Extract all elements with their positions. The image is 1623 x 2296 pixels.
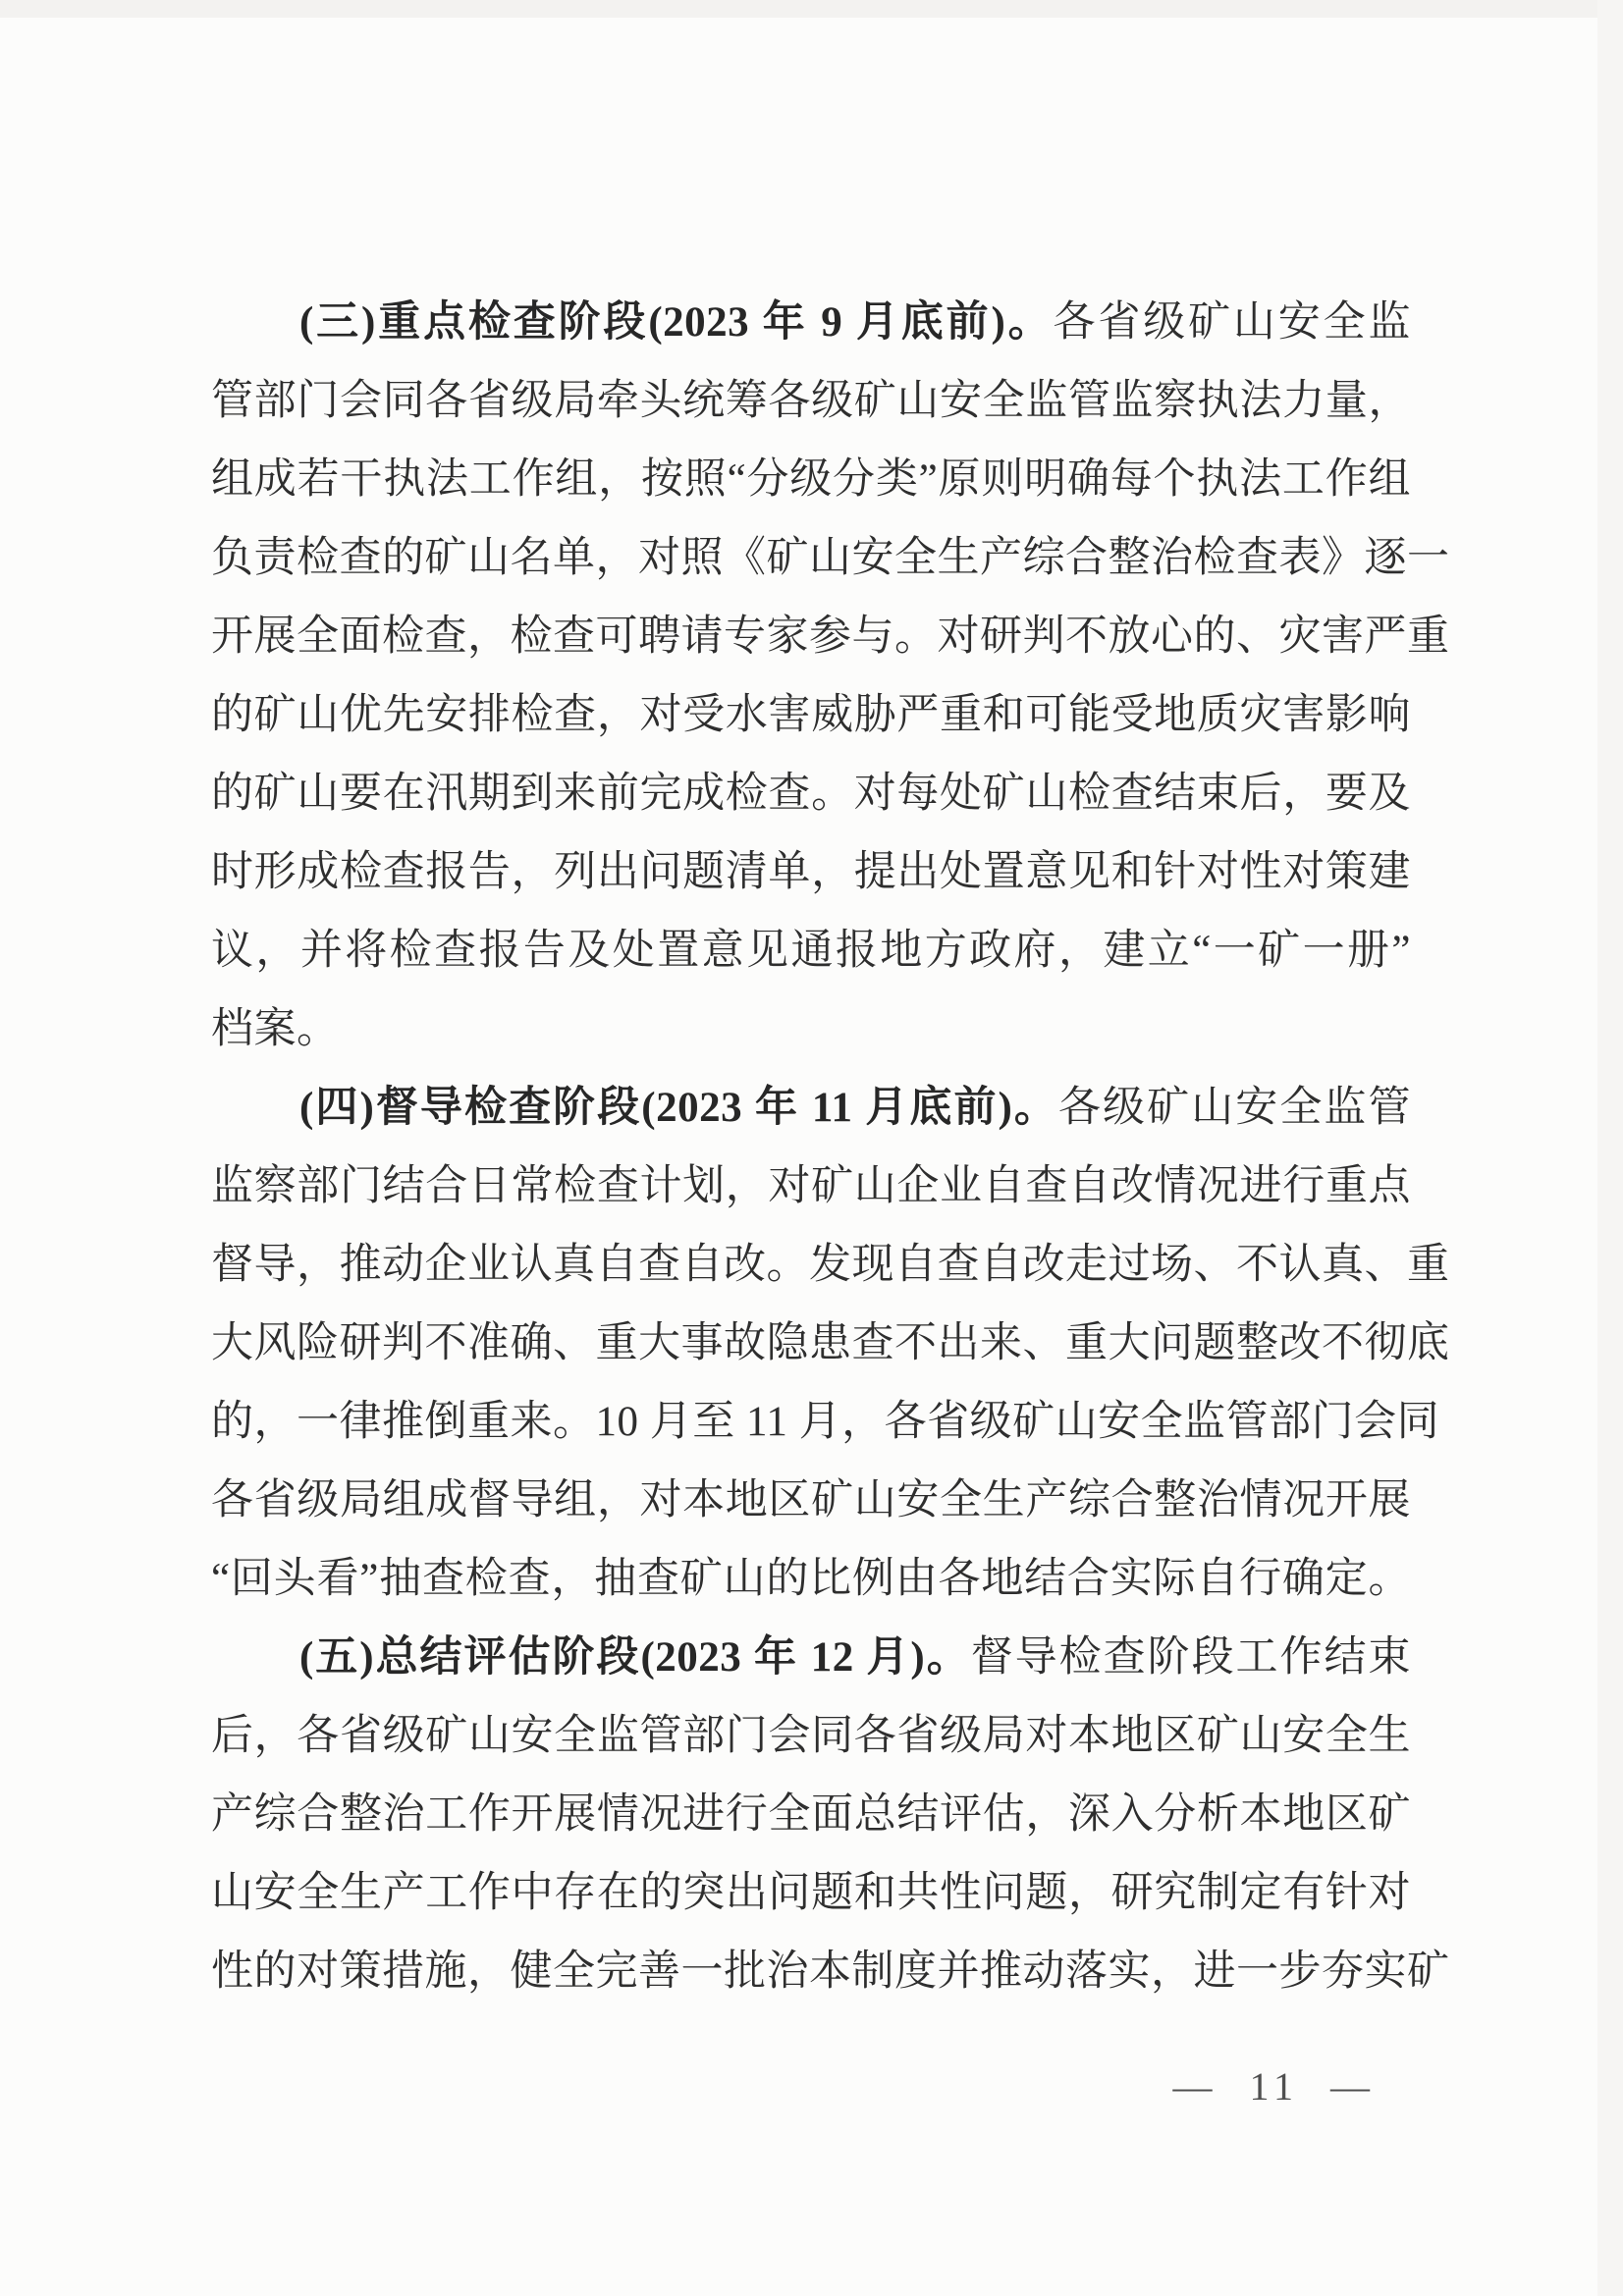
text-segment: 各省级局组成督导组，对本地区矿山安全生产综合整治情况开展: [211, 1477, 1411, 1523]
text-line: [211, 1069, 1411, 1148]
text-segment: 督导，推动企业认真自查自改。发现自查自改走过场、不认真、重: [211, 1242, 1450, 1288]
text-line: [211, 1148, 1411, 1226]
text-segment: 产综合整治工作开展情况进行全面总结评估，深入分析本地区矿: [211, 1791, 1411, 1838]
text-segment: 性的对策措施，健全完善一批治本制度并推动落实，进一步夯实矿: [211, 1949, 1450, 1995]
text-line: [211, 362, 1411, 441]
text-line: [211, 1854, 1411, 1933]
text-segment: 的矿山优先安排检查，对受水害威胁严重和可能受地质灾害影响: [211, 692, 1411, 738]
text-segment: 议，并将检查报告及处置意见通报地方政府，建立“一矿一册”: [211, 928, 1411, 974]
text-line: [211, 1619, 1411, 1697]
text-segment: 开展全面检查，检查可聘请专家参与。对研判不放心的、灾害严重: [211, 614, 1450, 660]
document-body: [211, 284, 1450, 2011]
page-number: — 11 —: [1172, 2064, 1376, 2109]
text-line: [211, 1462, 1411, 1540]
text-segment: 档案。: [211, 1006, 340, 1052]
phase-heading-segment: (四)督导检查阶段(2023 年 11 月底前)。: [299, 1085, 1058, 1131]
text-segment: 督导检查阶段工作结束: [970, 1634, 1411, 1681]
text-segment: “回头看”抽查检查，抽查矿山的比例由各地结合实际自行确定。: [211, 1556, 1411, 1602]
text-segment: 负责检查的矿山名单，对照《矿山安全生产综合整治检查表》逐一: [211, 535, 1450, 581]
text-line: [211, 990, 1411, 1069]
text-line: [211, 1540, 1411, 1619]
text-segment: 各省级矿山安全监: [1053, 299, 1412, 346]
text-segment: 的矿山要在汛期到来前完成检查。对每处矿山检查结束后，要及: [211, 771, 1411, 817]
scan-edge-right: [1597, 0, 1623, 2296]
text-segment: 各级矿山安全监管: [1057, 1085, 1412, 1131]
phase-heading-segment: (五)总结评估阶段(2023 年 12 月)。: [299, 1634, 971, 1681]
text-line: [211, 1697, 1411, 1776]
text-segment: 的，一律推倒重来。10 月至 11 月，各省级矿山安全监管部门会同: [211, 1399, 1440, 1445]
text-line: [211, 598, 1450, 676]
text-segment: 管部门会同各省级局牵头统筹各级矿山安全监管监察执法力量，: [211, 378, 1411, 424]
text-segment: 时形成检查报告，列出问题清单，提出处置意见和针对性对策建: [211, 849, 1411, 895]
text-line: [211, 1305, 1450, 1383]
text-segment: 山安全生产工作中存在的突出问题和共性问题，研究制定有针对: [211, 1870, 1411, 1916]
text-segment: 大风险研判不准确、重大事故隐患查不出来、重大问题整改不彻底: [211, 1320, 1450, 1366]
text-line: [211, 441, 1411, 519]
text-segment: 组成若干执法工作组，按照“分级分类”原则明确每个执法工作组: [211, 456, 1411, 503]
text-line: [211, 519, 1450, 598]
text-line: [211, 1383, 1440, 1462]
text-line: [211, 833, 1411, 912]
text-segment: 监察部门结合日常检查计划，对矿山企业自查自改情况进行重点: [211, 1163, 1411, 1209]
phase-heading-segment: (三)重点检查阶段(2023 年 9 月底前)。: [299, 299, 1054, 346]
text-line: [211, 284, 1411, 362]
text-line: [211, 676, 1411, 755]
text-segment: 后，各省级矿山安全监管部门会同各省级局对本地区矿山安全生: [211, 1713, 1411, 1759]
scan-edge-top: [0, 0, 1623, 18]
text-line: [211, 1933, 1450, 2011]
text-line: [211, 1226, 1450, 1305]
text-line: [211, 755, 1411, 833]
text-line: [211, 912, 1411, 990]
text-line: [211, 1776, 1411, 1854]
